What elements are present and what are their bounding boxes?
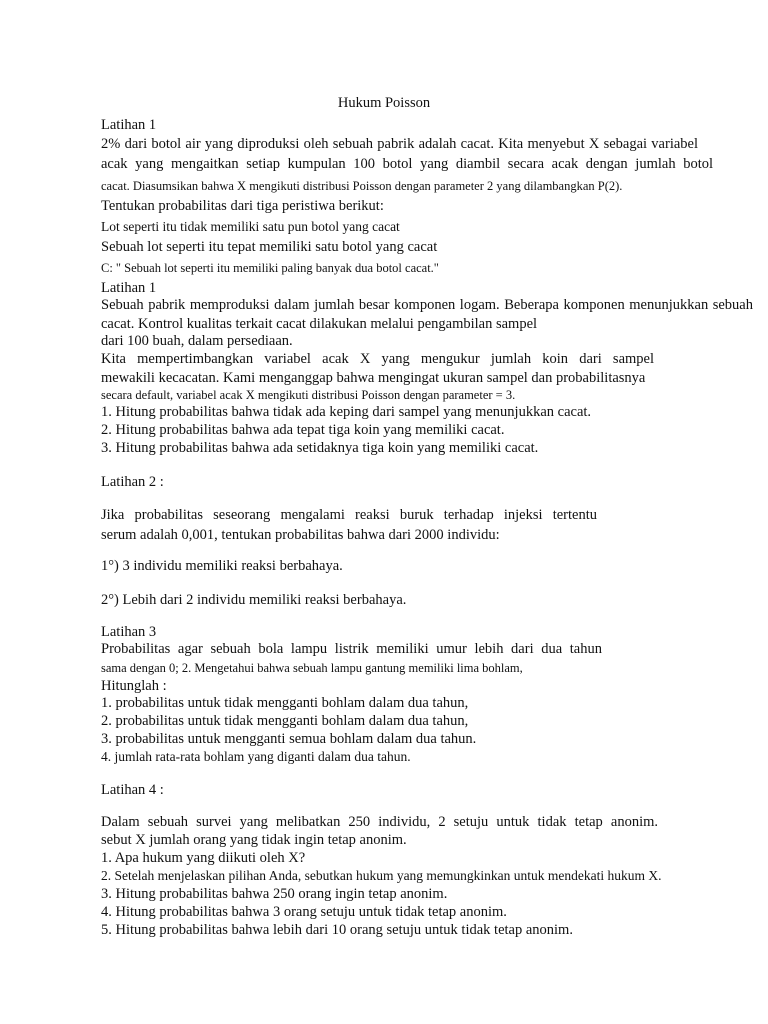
paragraph-line: dari 100 buah, dalam persediaan. bbox=[101, 333, 293, 349]
paragraph-line: Kita mempertimbangkan variabel acak X yang mengukur jumlah koin dari sampel bbox=[101, 351, 654, 367]
list-item: 4. jumlah rata-rata bohlam yang diganti dalam dua tahun. bbox=[101, 749, 411, 764]
paragraph-line: sebut X jumlah orang yang tidak ingin tetap anonim. bbox=[101, 832, 407, 848]
list-item: Sebuah lot seperti itu tepat memiliki satu botol yang cacat bbox=[101, 239, 438, 255]
list-item: 5. Hitung probabilitas bahwa lebih dari 10 orang setuju untuk tidak tetap anonim. bbox=[101, 922, 573, 938]
paragraph-line: Probabilitas agar sebuah bola lampu listrik memiliki umur lebih dari dua tahun bbox=[101, 641, 602, 657]
paragraph-line: Dalam sebuah survei yang melibatkan 250 individu, 2 setuju untuk tidak tetap anonim. bbox=[101, 814, 658, 830]
paragraph-line: serum adalah 0,001, tentukan probabilitas bahwa dari 2000 individu: bbox=[101, 527, 500, 543]
paragraph-line: mewakili kecacatan. Kami menganggap bahwa mengingat ukuran sampel dan probabilitasnya bbox=[101, 370, 646, 386]
list-item: 2°) Lebih dari 2 individu memiliki reaksi berbahaya. bbox=[101, 592, 407, 608]
paragraph-line: Sebuah pabrik memproduksi dalam jumlah besar komponen logam. Beberapa komponen menunjukkan sebuah bbox=[101, 297, 753, 313]
list-item: 1. Apa hukum yang diikuti oleh X? bbox=[101, 850, 306, 866]
paragraph-line: Jika probabilitas seseorang mengalami reaksi buruk terhadap injeksi tertentu bbox=[101, 507, 597, 523]
list-item: Lot seperti itu tidak memiliki satu pun botol yang cacat bbox=[101, 219, 400, 234]
paragraph-line: Tentukan probabilitas dari tiga peristiwa berikut: bbox=[101, 198, 384, 214]
paragraph-line: 2% dari botol air yang diproduksi oleh sebuah pabrik adalah cacat. Kita menyebut X sebagai variabel bbox=[101, 136, 698, 152]
section-heading: Latihan 2 : bbox=[101, 474, 164, 490]
list-item: 3. Hitung probabilitas bahwa 250 orang ingin tetap anonim. bbox=[101, 886, 448, 902]
list-item: 3. probabilitas untuk mengganti semua bohlam dalam dua tahun. bbox=[101, 731, 477, 747]
section-heading: Latihan 1 bbox=[101, 117, 157, 133]
section-heading: Latihan 3 bbox=[101, 624, 157, 640]
list-item: 4. Hitung probabilitas bahwa 3 orang setuju untuk tidak tetap anonim. bbox=[101, 904, 507, 920]
list-item: 2. probabilitas untuk tidak mengganti bohlam dalam dua tahun, bbox=[101, 713, 469, 729]
section-heading: Latihan 4 : bbox=[101, 782, 164, 798]
list-item: 2. Hitung probabilitas bahwa ada tepat tiga koin yang memiliki cacat. bbox=[101, 422, 505, 438]
paragraph-line: cacat. Diasumsikan bahwa X mengikuti distribusi Poisson dengan parameter 2 yang dilambangkan P(2). bbox=[101, 179, 623, 193]
section-heading: Latihan 1 bbox=[101, 280, 157, 296]
list-item: 1°) 3 individu memiliki reaksi berbahaya. bbox=[101, 558, 343, 574]
paragraph-line: cacat. Kontrol kualitas terkait cacat dilakukan melalui pengambilan sampel bbox=[101, 316, 538, 332]
page-title: Hukum Poisson bbox=[337, 95, 431, 111]
paragraph-line: Hitunglah : bbox=[101, 678, 167, 694]
paragraph-line: acak yang mengaitkan setiap kumpulan 100 botol yang diambil secara acak dengan jumlah botol bbox=[101, 156, 713, 172]
list-item: C: " Sebuah lot seperti itu memiliki paling banyak dua botol cacat." bbox=[101, 261, 439, 275]
paragraph-line: sama dengan 0; 2. Mengetahui bahwa sebuah lampu gantung memiliki lima bohlam, bbox=[101, 661, 523, 675]
list-item: 2. Setelah menjelaskan pilihan Anda, sebutkan hukum yang memungkinkan untuk mendekati hukum X. bbox=[101, 868, 662, 883]
list-item: 1. probabilitas untuk tidak mengganti bohlam dalam dua tahun, bbox=[101, 695, 469, 711]
list-item: 1. Hitung probabilitas bahwa tidak ada keping dari sampel yang menunjukkan cacat. bbox=[101, 404, 592, 420]
list-item: 3. Hitung probabilitas bahwa ada setidaknya tiga koin yang memiliki cacat. bbox=[101, 440, 539, 456]
paragraph-line: secara default, variabel acak X mengikuti distribusi Poisson dengan parameter = 3. bbox=[101, 388, 516, 402]
